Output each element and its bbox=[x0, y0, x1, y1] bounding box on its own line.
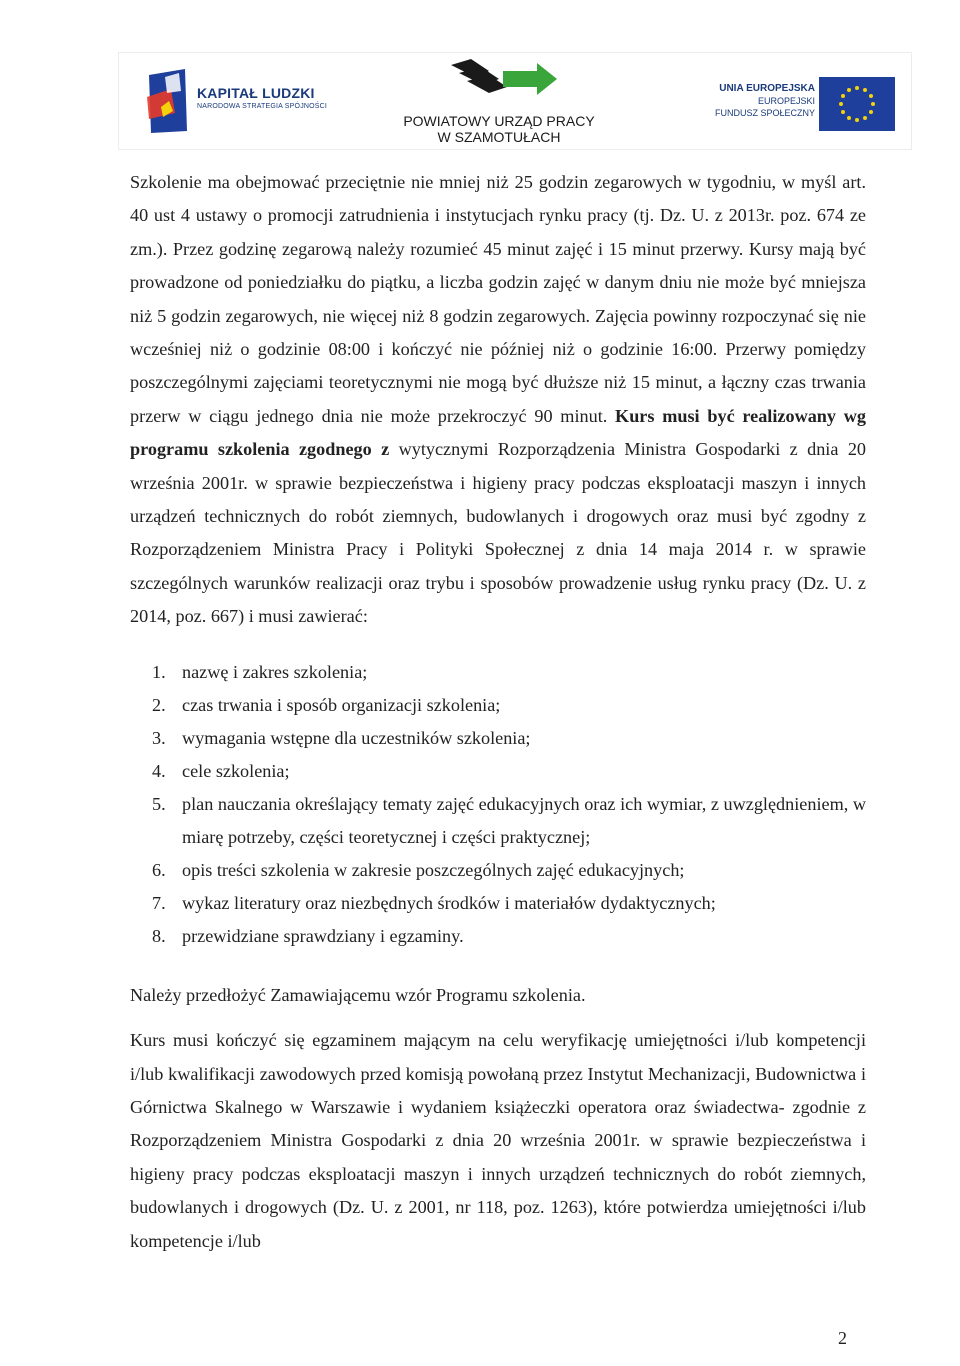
list-item bbox=[130, 854, 866, 887]
list-item bbox=[130, 887, 866, 920]
list-item bbox=[130, 755, 866, 788]
list-item bbox=[130, 689, 866, 722]
list-item-number: 8. bbox=[152, 925, 166, 946]
paragraph-3: Kurs musi kończyć się egzaminem mającym na celu weryfikację umiejętności i/lub kompetencji i/lub kwalifikacji zawodowych przed komisją powołaną przez Instytut Mechanizacji, Budownictwa i Górnictwa Skalnego w Warszawie i wydaniem książeczki operatora oraz świadectwa- zgodnie z Rozporządzeniem Ministra Gospodarki z dnia 20 września 2001r. w sprawie bezpieczeństwa i higieny pracy podczas eksploatacji maszyn i innych urządzeń technicznych do robót ziemnych, budowlanych i drogowych (Dz. U. z 2001, nr 118, poz. 1263), które potwierdza umiejętności i/lub kompetencje i/lub bbox=[130, 1030, 866, 1251]
eu-label bbox=[679, 83, 815, 119]
list-item-text: czas trwania i sposób organizacji szkolenia; bbox=[182, 694, 501, 715]
list-item-number: 4. bbox=[152, 760, 166, 781]
list-item-text: cele szkolenia; bbox=[182, 760, 290, 781]
list-item-text: wymagania wstępne dla uczestników szkolenia; bbox=[182, 727, 531, 748]
list-item bbox=[130, 920, 866, 953]
eu-line3: FUNDUSZ SPOŁECZNY bbox=[714, 108, 815, 118]
list-item bbox=[130, 788, 866, 854]
kapital-ludzki-title: KAPITAŁ LUDZKI bbox=[197, 85, 315, 101]
eu-line2: EUROPEJSKI bbox=[757, 96, 815, 106]
list-item bbox=[130, 656, 866, 689]
list-item-number: 5. bbox=[152, 793, 166, 814]
list-item-text: przewidziane sprawdziany i egzaminy. bbox=[182, 925, 464, 946]
list-item-text: opis treści szkolenia w zakresie poszczególnych zajęć edukacyjnych; bbox=[182, 859, 685, 880]
list-item-number: 3. bbox=[152, 727, 166, 748]
eu-flag-icon bbox=[819, 77, 895, 131]
kapital-ludzki-logo bbox=[145, 67, 345, 137]
paragraph-1-text-a: Szkolenie ma obejmować przeciętnie nie mniej niż 25 godzin zegarowych w tygodniu, w myśl art. 40 ust 4 ustawy o promocji zatrudnienia i instytucjach rynku pracy (tj. Dz. U. z 2013r. poz. 674 ze zm.). Przez godzinę zegarową należy rozumieć 45 minut zajęć i 15 minut przerwy. Kursy mają być prowadzone od poniedziałku do piątku, a liczba godzin zajęć w danym dniu nie może być mniejsza niż 5 godzin zegarowych, nie więcej niż 8 godzin zegarowych. Zajęcia powinny rozpoczynać się nie wcześniej niż o godzinie 08:00 i kończyć nie później niż o godzinie 16:00. Przerwy pomiędzy poszczególnymi zajęciami teoretycznymi nie mogą być dłuższe niż 15 minut, a łączny czas trwania przerw w ciągu jednego dnia nie może przekroczyć 90 minut. bbox=[130, 172, 866, 426]
list-item-number: 6. bbox=[152, 859, 166, 880]
list-item-number: 7. bbox=[152, 892, 166, 913]
pup-arrow-logo-icon bbox=[437, 57, 587, 99]
eu-line1: UNIA EUROPEJSKA bbox=[719, 83, 815, 94]
pup-name bbox=[369, 113, 629, 145]
paragraph-1-bold: Kurs musi być realizowany wg programu szkolenia zgodnego z bbox=[130, 405, 866, 460]
document-body bbox=[130, 166, 866, 1258]
list-item-text: wykaz literatury oraz niezbędnych środków i materiałów dydaktycznych; bbox=[182, 892, 716, 913]
page-number: 2 bbox=[838, 1328, 847, 1348]
pup-line1: POWIATOWY URZĄD PRACY bbox=[403, 113, 595, 129]
kapital-ludzki-subtitle: NARODOWA STRATEGIA SPÓJNOŚCI bbox=[197, 103, 328, 110]
list-item-text: nazwę i zakres szkolenia; bbox=[182, 661, 368, 682]
paragraph-1 bbox=[130, 166, 866, 634]
paragraph-2: Należy przedłożyć Zamawiającemu wzór Programu szkolenia. bbox=[130, 984, 586, 1005]
requirements-list bbox=[130, 656, 866, 953]
list-item-text: plan nauczania określający tematy zajęć edukacyjnych oraz ich wymiar, z uwzględnieniem, w miarę potrzeby, części teoretycznej i części praktycznej; bbox=[182, 793, 866, 847]
pup-line2: W SZAMOTUŁACH bbox=[437, 129, 561, 145]
list-item bbox=[130, 722, 866, 755]
list-item-number: 2. bbox=[152, 694, 166, 715]
list-item-number: 1. bbox=[152, 661, 166, 682]
kapital-ludzki-emblem-icon bbox=[145, 67, 191, 135]
paragraph-1-text-b: wytycznymi Rozporządzenia Ministra Gospodarki z dnia 20 września 2001r. w sprawie bezpieczeństwa i higieny pracy podczas eksploatacji maszyn i innych urządzeń technicznych do robót ziemnych, budowlanych i drogowych oraz musi być zgodny z Rozporządzeniem Ministra Pracy i Polityki Społecznej z dnia 14 maja 2014 r. w sprawie szczególnych warunków realizacji oraz trybu i sposobów prowadzenie usług rynku pracy (Dz. U. z 2014, poz. 667) i musi zawierać: bbox=[130, 439, 867, 627]
document-header bbox=[118, 52, 912, 150]
